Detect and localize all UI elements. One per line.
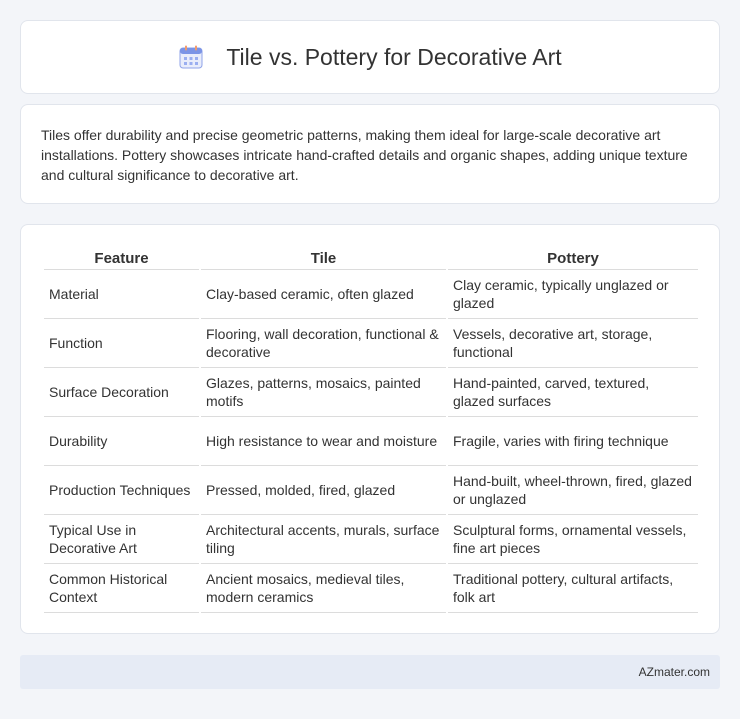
comparison-table [42,245,700,613]
table-row [44,564,698,613]
tile-cell: High resistance to wear and moisture [201,417,446,466]
column-header-pottery: Pottery [448,245,698,270]
calendar-icon [178,44,204,70]
tile-cell: Clay-based ceramic, often glazed [201,270,446,319]
tile-cell: Pressed, molded, fired, glazed [201,466,446,515]
tile-cell: Ancient mosaics, medieval tiles, modern ceramics [201,564,446,613]
tile-cell: Architectural accents, murals, surface tiling [201,515,446,564]
pottery-cell: Traditional pottery, cultural artifacts, folk art [448,564,698,613]
intro-card [20,104,720,204]
footer-brand: AZmater.com [638,665,710,679]
intro-paragraph: Tiles offer durability and precise geometric patterns, making them ideal for large-scale decorative art installations. Pottery showcases intricate hand-crafted details and organic shapes, adding unique texture and cultural significance to decorative art. [41,127,688,183]
feature-cell: Durability [44,417,199,466]
pottery-cell: Vessels, decorative art, storage, functional [448,319,698,368]
table-row [44,417,698,466]
page-title: Tile vs. Pottery for Decorative Art [226,43,562,70]
feature-cell: Function [44,319,199,368]
pottery-cell: Hand-painted, carved, textured, glazed surfaces [448,368,698,417]
table-header-row [44,245,698,270]
comparison-table-card [20,224,720,634]
pottery-cell: Clay ceramic, typically unglazed or glazed [448,270,698,319]
feature-cell: Production Techniques [44,466,199,515]
table-row [44,466,698,515]
column-header-feature: Feature [44,245,199,270]
table-row [44,515,698,564]
feature-cell: Typical Use in Decorative Art [44,515,199,564]
pottery-cell: Hand-built, wheel-thrown, fired, glazed or unglazed [448,466,698,515]
tile-cell: Flooring, wall decoration, functional & decorative [201,319,446,368]
pottery-cell: Fragile, varies with firing technique [448,417,698,466]
pottery-cell: Sculptural forms, ornamental vessels, fine art pieces [448,515,698,564]
feature-cell: Material [44,270,199,319]
feature-cell: Common Historical Context [44,564,199,613]
feature-cell: Surface Decoration [44,368,199,417]
table-row [44,270,698,319]
footer-bar [20,655,720,689]
table-row [44,368,698,417]
tile-cell: Glazes, patterns, mosaics, painted motifs [201,368,446,417]
table-row [44,319,698,368]
header-card [20,20,720,94]
column-header-tile: Tile [201,245,446,270]
